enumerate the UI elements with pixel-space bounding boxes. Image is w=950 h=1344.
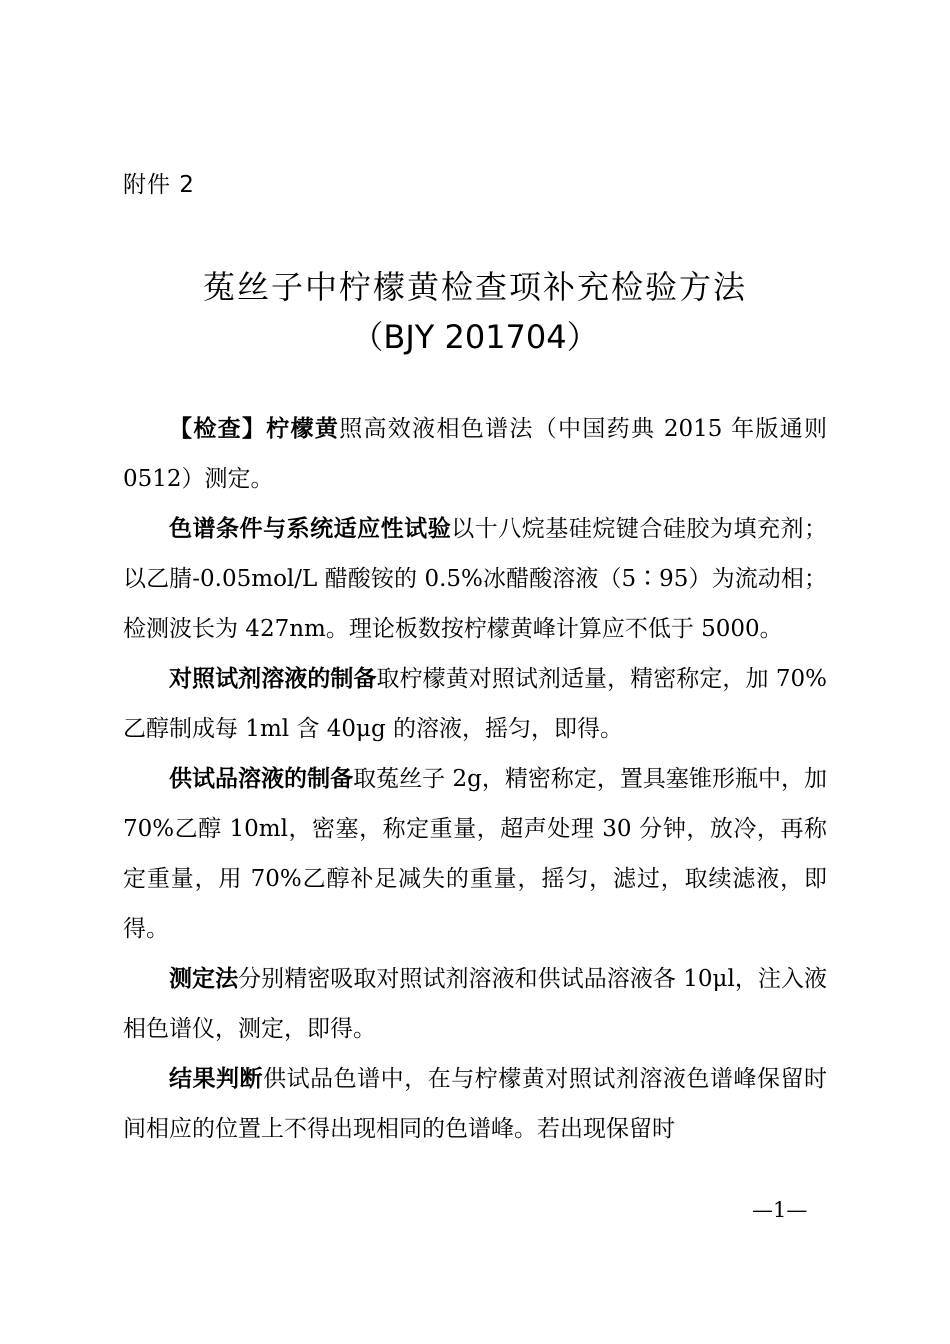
paragraph-lead: 供试品溶液的制备 xyxy=(169,766,354,792)
paragraph-lead: 测定法 xyxy=(169,966,239,992)
paragraph-text: 供试品色谱中，在与柠檬黄对照试剂溶液色谱峰保留时间相应的位置上不得出现相同的色谱峰。若出现保留时 xyxy=(123,1066,828,1142)
document-title: 菟丝子中柠檬黄检查项补充检验方法 xyxy=(202,268,747,306)
paragraph-lead: 对照试剂溶液的制备 xyxy=(169,666,377,692)
paragraph-lead: 色谱条件与系统适应性试验 xyxy=(169,516,452,542)
paragraph-lead: 【检查】柠檬黄 xyxy=(169,416,340,442)
paragraph-test-solution xyxy=(123,754,827,954)
paragraph-chromatographic-conditions xyxy=(123,504,827,654)
paragraph-result xyxy=(123,1054,827,1154)
paragraph-text: 照高效液相色谱法（中国药典 2015 年版通则 0512）测定。 xyxy=(123,416,828,492)
paragraph-text: 取柠檬黄对照试剂适量，精密称定，加 70%乙醇制成每 1ml 含 40μg 的溶液，摇匀，即得。 xyxy=(123,666,828,742)
paragraph-procedure xyxy=(123,954,827,1054)
paragraph-text: 以十八烷基硅烷键合硅胶为填充剂；以乙腈-0.05mol/L 醋酸铵的 0.5%冰醋酸溶液（5∶95）为流动相；检测波长为 427nm。理论板数按柠檬黄峰计算应不低于 5000。 xyxy=(123,516,828,642)
paragraph-lead: 结果判断 xyxy=(169,1066,264,1092)
annex-label: 附件 2 xyxy=(123,172,195,198)
paragraph-text: 分别精密吸取对照试剂溶液和供试品溶液各 10μl，注入液相色谱仪，测定，即得。 xyxy=(123,966,827,1042)
paragraph-reference-solution xyxy=(123,654,827,754)
document-code: （BJY 201704） xyxy=(351,318,599,356)
page-number: —1— xyxy=(752,1198,808,1222)
paragraph-inspection xyxy=(123,404,827,504)
document-body xyxy=(123,404,827,1154)
paragraph-text: 取菟丝子 2g，精密称定，置具塞锥形瓶中，加 70%乙醇 10ml，密塞，称定重量，超声处理 30 分钟，放冷，再称定重量，用 70%乙醇补足减失的重量，摇匀，滤过，取续滤液，即得。 xyxy=(123,766,827,942)
